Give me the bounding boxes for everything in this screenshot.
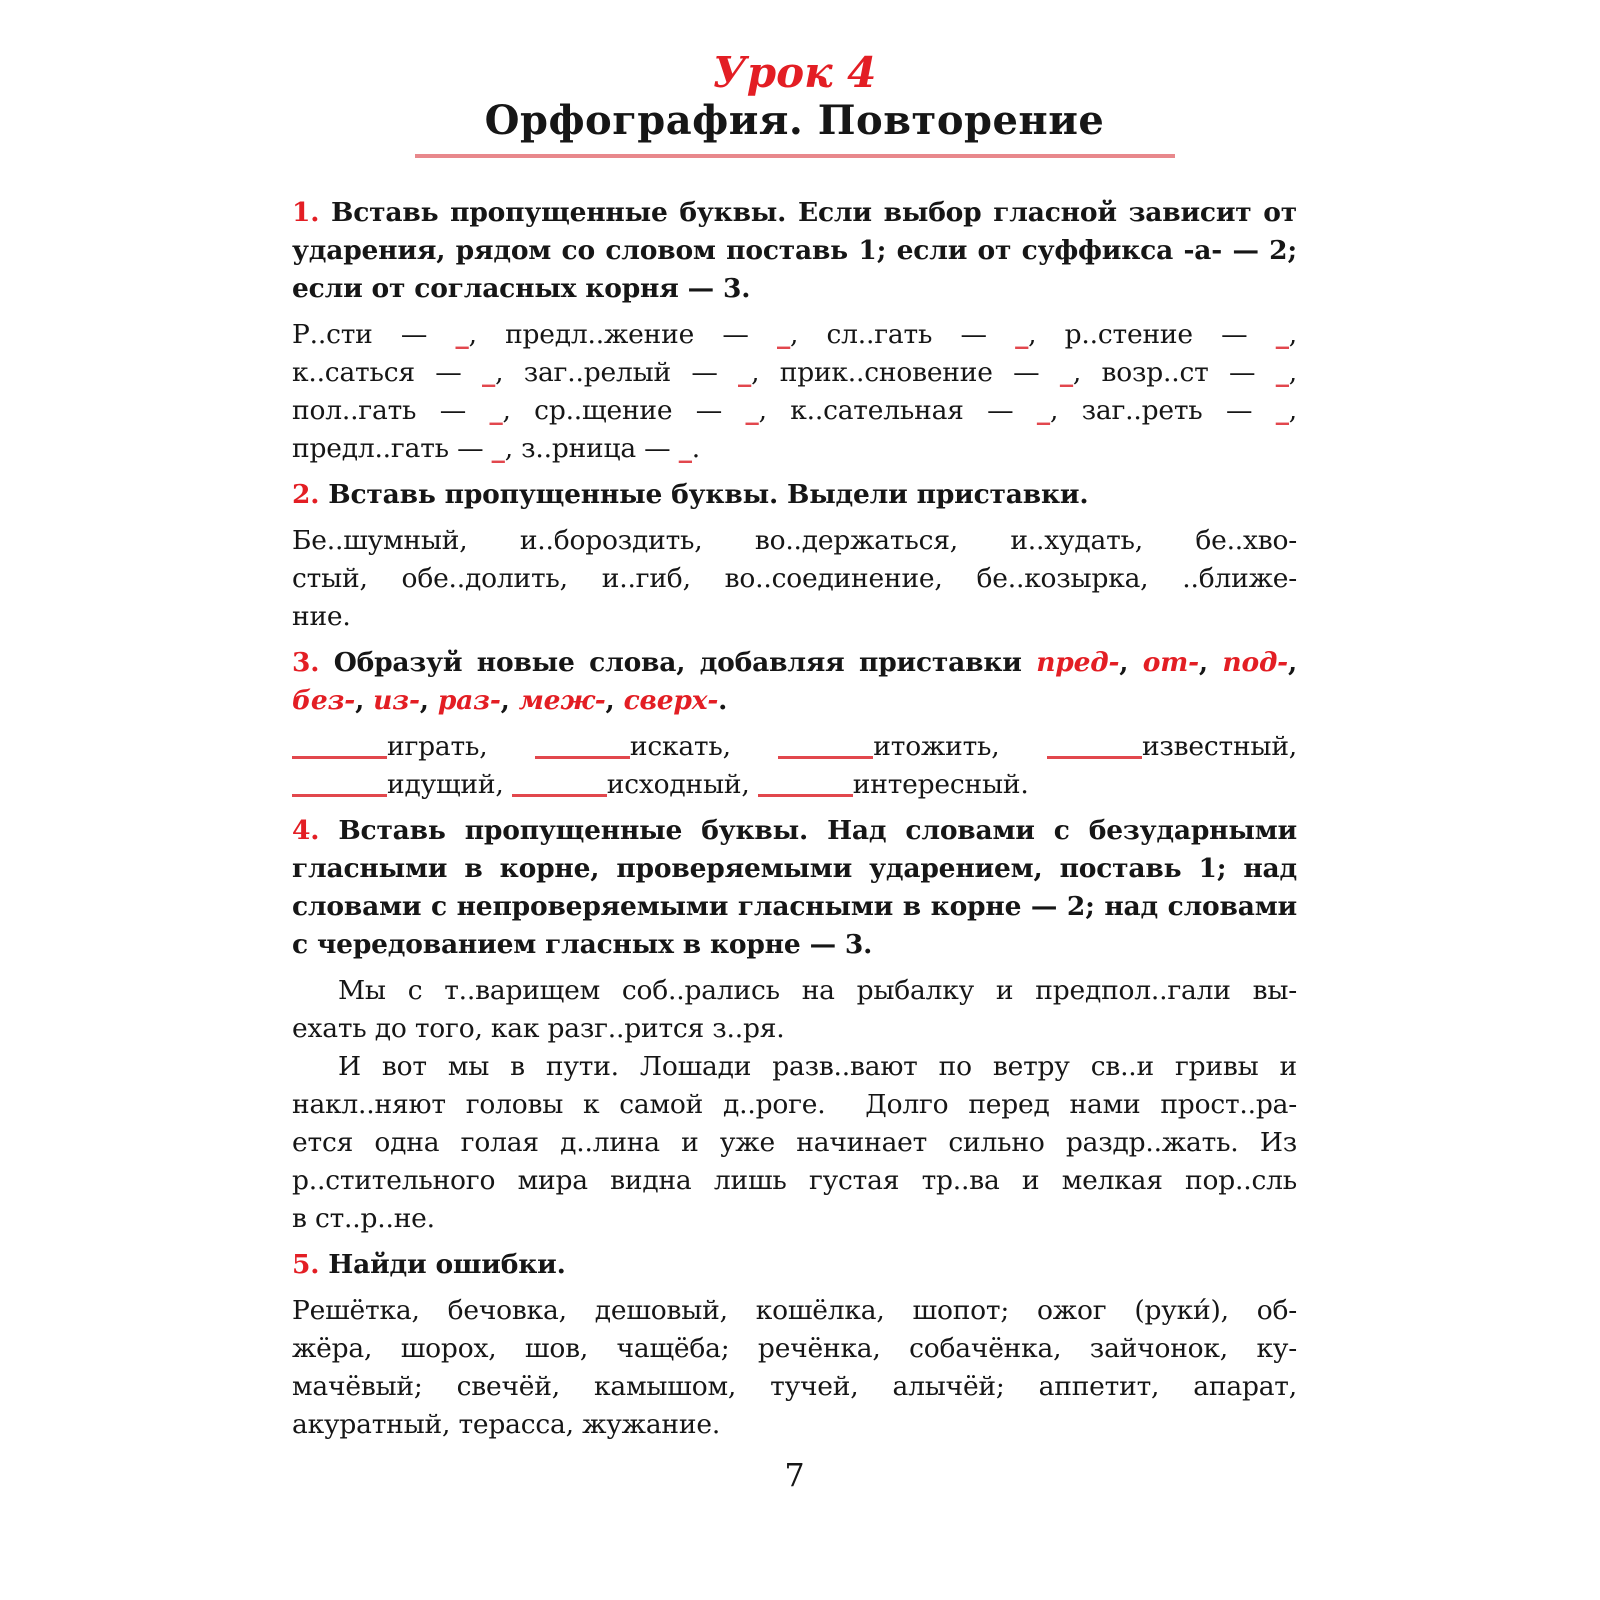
prefix-red-italic: от-: [1142, 647, 1199, 678]
lesson-number: Урок 4: [712, 48, 877, 97]
task-number: 2.: [292, 479, 329, 510]
text-line: [292, 766, 1297, 804]
task-2-heading: [292, 476, 1297, 514]
text-line: [292, 1124, 1297, 1162]
text-segment: жёра, шорох, шов, чащёба; речёнка, собачёнка, зайчонок, ку-: [292, 1333, 1297, 1364]
prefix-red-italic: пред-: [1036, 647, 1120, 678]
blank-underscore: _: [1275, 395, 1289, 426]
text-line: [292, 1330, 1297, 1368]
blank-underscore: _: [1059, 357, 1073, 388]
text-segment: , заг..релый —: [495, 357, 739, 388]
text-segment: .: [691, 433, 701, 464]
text-segment: ,: [1198, 647, 1223, 678]
task-1-heading: [292, 194, 1297, 308]
prefix-red-italic: сверх-: [623, 685, 719, 716]
text-segment: Решётка, бечовка, дешовый, кошёлка, шопот; ожог (руки́), об-: [292, 1295, 1297, 1326]
text-segment: , возр..ст —: [1072, 357, 1276, 388]
text-segment: Вставь пропущенные буквы. Над словами с безударными: [338, 815, 1297, 846]
task-2-body: [292, 522, 1297, 636]
text-segment: пол..гать —: [292, 395, 490, 426]
text-segment: ется одна голая д..лина и уже начинает сильно раздр..жать. Из: [292, 1127, 1297, 1158]
task-4-paragraph-1: [292, 972, 1297, 1048]
text-segment: , к..сательная —: [758, 395, 1037, 426]
task-number: 5.: [292, 1249, 329, 1280]
text-segment: ,: [500, 685, 519, 716]
task-number: 3.: [292, 647, 334, 678]
text-segment: , предл..жение —: [468, 319, 777, 350]
task-number: 4.: [292, 815, 339, 846]
text-segment: ,: [605, 685, 624, 716]
blank-line: [292, 756, 387, 759]
text-segment: предл..гать —: [292, 433, 492, 464]
page-content: [292, 48, 1297, 1498]
text-line: [292, 194, 1297, 232]
blank-underscore: _: [455, 319, 469, 350]
text-segment: искать,: [629, 731, 779, 762]
text-segment: .: [718, 685, 728, 716]
text-line: [292, 926, 1297, 964]
text-line: [292, 812, 1297, 850]
text-segment: Вставь пропущенные буквы. Если выбор гласной зависит от: [331, 197, 1297, 228]
title-underline: [415, 154, 1175, 158]
lesson-header: [292, 48, 1297, 158]
text-line: [292, 430, 1297, 468]
text-segment: исходный,: [606, 769, 758, 800]
prefix-red-italic: из-: [373, 685, 420, 716]
blank-line: [758, 794, 853, 797]
text-line: [292, 522, 1297, 560]
text-segment: в ст..р..не.: [292, 1203, 435, 1234]
text-segment: если от согласных корня — 3.: [292, 273, 751, 304]
blank-underscore: _: [776, 319, 790, 350]
text-segment: мачёвый; свечёй, камышом, тучей, алычёй; аппетит, апарат,: [292, 1371, 1297, 1402]
text-segment: ,: [1288, 395, 1297, 426]
blank-underscore: _: [482, 357, 496, 388]
text-line: [292, 1162, 1297, 1200]
text-segment: итожить,: [873, 731, 1047, 762]
text-line: [292, 1010, 1297, 1048]
text-segment: акуратный, терасса, жужание.: [292, 1409, 721, 1440]
text-segment: ,: [419, 685, 438, 716]
blank-line: [1047, 756, 1142, 759]
text-segment: ,: [1288, 357, 1297, 388]
blank-underscore: _: [1275, 357, 1289, 388]
prefix-red-italic: раз-: [437, 685, 501, 716]
text-line: [292, 232, 1297, 270]
blank-underscore: _: [745, 395, 759, 426]
text-segment: р..стительного мира видна лишь густая тр..ва и мелкая пор..сль: [292, 1165, 1297, 1196]
task-number: 1.: [292, 197, 332, 228]
text-segment: известный,: [1141, 731, 1298, 762]
page-title: Орфография. Повторение: [484, 97, 1105, 144]
text-segment: Образуй новые слова, добавляя приставки: [333, 647, 1037, 678]
prefix-red-italic: под-: [1222, 647, 1288, 678]
task-5-body: [292, 1292, 1297, 1444]
blank-underscore: _: [491, 433, 505, 464]
text-segment: интересный.: [852, 769, 1029, 800]
text-segment: словами с непроверяемыми гласными в корне — 2; над словами: [292, 891, 1297, 922]
text-segment: ,: [1287, 647, 1298, 678]
text-segment: ,: [1119, 647, 1143, 678]
text-line: [292, 972, 1297, 1010]
text-line: [292, 1368, 1297, 1406]
text-segment: с чередованием гласных в корне — 3.: [292, 929, 873, 960]
text-segment: ударения, рядом со словом поставь 1; если от суффикса -а- — 2;: [292, 235, 1297, 266]
blank-line: [292, 794, 387, 797]
text-line: [292, 1246, 1297, 1284]
text-segment: Р..сти —: [292, 319, 456, 350]
blank-line: [778, 756, 873, 759]
text-line: [292, 1292, 1297, 1330]
text-segment: ехать до того, как разг..рится з..ря.: [292, 1013, 785, 1044]
text-line: [292, 1200, 1297, 1238]
text-segment: И вот мы в пути. Лошади разв..вают по ветру св..и гривы и: [338, 1051, 1297, 1082]
text-segment: ,: [1288, 319, 1298, 350]
text-segment: Найди ошибки.: [328, 1249, 566, 1280]
text-line: [292, 644, 1297, 682]
text-segment: стый, обе..долить, и..гиб, во..соединение, бе..козырка, ..ближе-: [292, 563, 1297, 594]
text-line: [292, 354, 1297, 392]
blank-underscore: _: [1036, 395, 1050, 426]
task-4-paragraph-2: [292, 1048, 1297, 1238]
text-line: [292, 598, 1297, 636]
prefix-red-italic: меж-: [518, 685, 606, 716]
text-segment: Бе..шумный, и..бороздить, во..держаться, и..худать, бе..хво-: [292, 525, 1297, 556]
text-segment: , ср..щение —: [502, 395, 746, 426]
text-segment: ,: [355, 685, 374, 716]
blank-underscore: _: [678, 433, 692, 464]
blank-line: [535, 756, 630, 759]
text-segment: ние.: [292, 601, 351, 632]
text-segment: , р..стение —: [1028, 319, 1276, 350]
text-segment: , прик..сновение —: [751, 357, 1060, 388]
text-segment: , заг..реть —: [1049, 395, 1276, 426]
text-line: [292, 316, 1297, 354]
text-line: [292, 270, 1297, 308]
text-segment: Мы с т..варищем соб..рались на рыбалку и предпол..гали вы-: [338, 975, 1297, 1006]
task-3-body: [292, 728, 1297, 804]
prefix-red-italic: без-: [292, 685, 356, 716]
text-segment: идущий,: [387, 769, 512, 800]
text-segment: Вставь пропущенные буквы. Выдели приставки.: [328, 479, 1089, 510]
text-segment: накл..няют головы к самой д..роге. Долго перед нами прост..ра-: [292, 1089, 1297, 1120]
text-segment: к..саться —: [292, 357, 483, 388]
text-segment: гласными в корне, проверяемыми ударением, поставь 1; над: [292, 853, 1297, 884]
blank-underscore: _: [738, 357, 752, 388]
text-segment: играть,: [387, 731, 535, 762]
text-line: [292, 476, 1297, 514]
task-3-heading: [292, 644, 1297, 720]
text-line: [292, 560, 1297, 598]
blank-underscore: _: [1275, 319, 1289, 350]
task-4-heading: [292, 812, 1297, 964]
task-1-body: [292, 316, 1297, 468]
page-number: 7: [784, 1456, 805, 1494]
task-5-heading: [292, 1246, 1297, 1284]
blank-line: [512, 794, 607, 797]
blank-underscore: _: [1015, 319, 1029, 350]
text-line: [292, 1086, 1297, 1124]
text-segment: , сл..гать —: [790, 319, 1016, 350]
text-line: [292, 728, 1297, 766]
text-line: [292, 850, 1297, 888]
text-segment: , з..рница —: [504, 433, 679, 464]
text-line: [292, 682, 1297, 720]
text-line: [292, 392, 1297, 430]
blank-underscore: _: [489, 395, 503, 426]
text-line: [292, 1406, 1297, 1444]
text-line: [292, 888, 1297, 926]
text-line: [292, 1048, 1297, 1086]
